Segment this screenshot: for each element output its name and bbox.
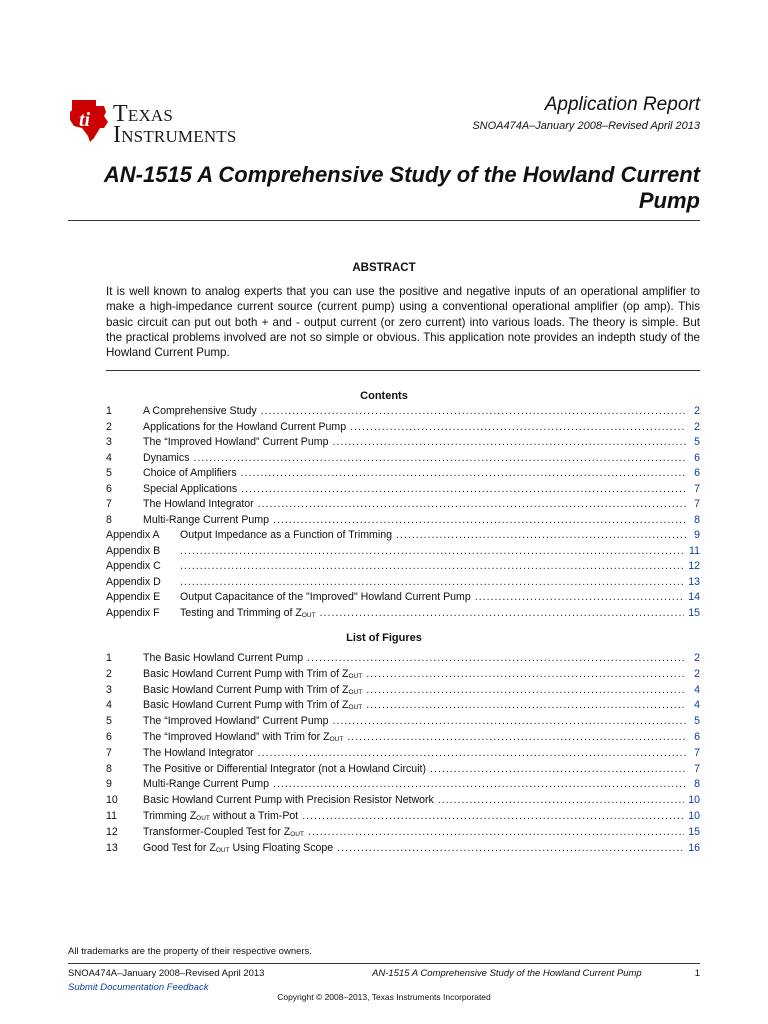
- toc-entry-number: 4: [106, 451, 112, 464]
- toc-entry-page-link[interactable]: 13: [688, 575, 700, 588]
- figure-entry-page-link[interactable]: 4: [694, 699, 700, 712]
- toc-entry-label: The Howland Integrator: [143, 498, 254, 510]
- subscript: OUT: [348, 704, 363, 712]
- figure-entry[interactable]: [106, 714, 700, 730]
- figure-entry-label: Good Test for $Z_{OUT}$ Using Floating Scope: [143, 841, 334, 854]
- dot-leader: [366, 698, 686, 714]
- figure-entry-label: Trimming $Z_{OUT}$ without a Trim-Pot: [143, 809, 299, 822]
- dot-leader: [258, 746, 686, 762]
- toc-entry[interactable]: [106, 451, 700, 467]
- submit-feedback-link[interactable]: Submit Documentation Feedback: [68, 982, 209, 993]
- footer-running-title: AN-1515 A Comprehensive Study of the Howland Current Pump: [372, 968, 642, 979]
- toc-entry-number: 1: [106, 405, 112, 417]
- toc-entry-number: Appendix F: [106, 606, 160, 619]
- toc-entry-page-link[interactable]: 9: [694, 529, 700, 541]
- figure-entry-page-link[interactable]: 5: [694, 715, 700, 728]
- figure-entry-label: Basic Howland Current Pump with Trim of $Z_{OUT}$: [143, 683, 363, 696]
- figure-entry-page-link[interactable]: 7: [694, 746, 700, 759]
- dot-leader: [302, 809, 684, 825]
- figure-entry-number: 13: [106, 841, 118, 854]
- dot-leader: [337, 841, 684, 857]
- figure-entry-label: Multi-Range Current Pump: [143, 778, 269, 791]
- figure-entry-label: The “Improved Howland” Current Pump: [143, 715, 329, 728]
- abstract-heading: ABSTRACT: [352, 262, 416, 274]
- dot-leader: [396, 528, 686, 544]
- toc-entry-label: Multi-Range Current Pump: [143, 513, 269, 526]
- dot-leader: [366, 683, 686, 699]
- figure-entry[interactable]: [106, 746, 700, 762]
- dot-leader: [180, 559, 684, 575]
- figure-entry-label: Basic Howland Current Pump with Precision Resistor Network: [143, 794, 434, 807]
- toc-entry-label: Applications for the Howland Current Pump: [143, 420, 347, 433]
- copyright: Copyright © 2008–2013, Texas Instruments Incorporated: [277, 992, 491, 1002]
- figure-entry-number: 10: [106, 794, 118, 807]
- toc-entry[interactable]: [106, 544, 700, 560]
- figure-entry[interactable]: [106, 809, 700, 825]
- figure-entry-number: 8: [106, 762, 112, 775]
- dot-leader: [261, 404, 686, 420]
- figure-entry-page-link[interactable]: 8: [694, 778, 700, 791]
- subscript: OUT: [348, 688, 363, 696]
- contents-heading: Contents: [360, 390, 408, 402]
- toc-entry-number: 8: [106, 513, 112, 526]
- report-type: Application Report: [544, 94, 700, 115]
- dot-leader: [350, 420, 686, 436]
- toc-entry-page-link[interactable]: 6: [694, 451, 700, 464]
- dot-leader: [366, 667, 686, 683]
- list-of-figures-heading: List of Figures: [346, 632, 422, 644]
- toc-entry-number: Appendix A: [106, 529, 160, 541]
- subscript: OUT: [215, 846, 230, 854]
- toc-entry-label: Output Capacitance of the "Improved" Howland Current Pump: [180, 591, 471, 603]
- dot-leader: [438, 793, 684, 809]
- toc-entry-page-link[interactable]: 2: [694, 420, 700, 433]
- toc-entry-page-link[interactable]: 7: [694, 482, 700, 495]
- list-of-figures: [106, 651, 700, 856]
- figure-entry-number: 6: [106, 730, 112, 743]
- toc-entry-label: Output Impedance as a Function of Trimming: [180, 529, 392, 541]
- figure-entry[interactable]: [106, 793, 700, 809]
- footer-doc-number: SNOA474A–January 2008–Revised April 2013: [68, 968, 265, 979]
- dot-leader: [180, 544, 685, 560]
- toc-entry[interactable]: [106, 513, 700, 529]
- figure-entry[interactable]: [106, 762, 700, 778]
- toc-entry[interactable]: [106, 590, 700, 606]
- dot-leader: [241, 466, 686, 482]
- figure-entry-page-link[interactable]: 10: [688, 809, 700, 822]
- dot-leader: [273, 513, 686, 529]
- toc-entry-page-link[interactable]: 11: [689, 544, 700, 557]
- figure-entry[interactable]: [106, 841, 700, 857]
- doc-number: SNOA474A–January 2008–Revised April 2013: [472, 120, 700, 132]
- toc-entry-number: 7: [106, 498, 112, 510]
- toc-entry-label: Choice of Amplifiers: [143, 467, 237, 479]
- toc-entry-page-link[interactable]: 5: [694, 436, 700, 448]
- dot-leader: [320, 606, 685, 622]
- figure-entry-page-link[interactable]: 16: [688, 841, 700, 854]
- toc-entry[interactable]: [106, 497, 700, 513]
- figure-entry[interactable]: [106, 651, 700, 667]
- subscript: OUT: [329, 735, 344, 743]
- toc-entry[interactable]: [106, 575, 700, 591]
- figure-entry-label: Transformer-Coupled Test for $Z_{OUT}$: [143, 825, 304, 838]
- figure-entry-page-link[interactable]: 10: [688, 794, 700, 807]
- figure-entry-page-link[interactable]: 4: [694, 683, 700, 696]
- figure-entry[interactable]: [106, 777, 700, 793]
- toc-entry-number: 2: [106, 420, 112, 433]
- toc-entry[interactable]: [106, 482, 700, 498]
- toc-entry-label: A Comprehensive Study: [143, 405, 257, 417]
- figure-entry-page-link[interactable]: 7: [694, 762, 700, 775]
- toc-entry-label: The “Improved Howland” Current Pump: [143, 436, 329, 448]
- ti-logo-wordmark: [113, 101, 237, 148]
- toc-entry[interactable]: [106, 420, 700, 436]
- subscript: OUT: [290, 830, 304, 838]
- figure-entry[interactable]: [106, 825, 700, 841]
- toc-entry-page-link[interactable]: 8: [694, 513, 700, 526]
- svg-text:ti: ti: [79, 109, 91, 131]
- figure-entry-label: Basic Howland Current Pump with Trim of $Z_{OUT}$: [143, 699, 363, 712]
- toc-entry-number: Appendix C: [106, 560, 161, 572]
- abstract-divider: [106, 370, 700, 371]
- toc-entry[interactable]: [106, 528, 700, 544]
- figure-entry[interactable]: [106, 698, 700, 714]
- title-divider: [68, 220, 700, 221]
- toc-entry-page-link[interactable]: 7: [694, 498, 700, 510]
- toc-entry-page-link[interactable]: 14: [688, 591, 700, 603]
- toc-entry-page-link[interactable]: 15: [688, 606, 700, 619]
- figure-entry-page-link[interactable]: 2: [694, 652, 700, 664]
- trademark-notice: All trademarks are the property of their respective owners.: [68, 946, 312, 957]
- abstract-body: It is well known to analog experts that you can use the positive and negative inputs of an operational amplifier to make a high-impedance current source (current pump) using a conventional operational amplifier (op amp). This basic circuit can put out both + and - output current (or zero current) into various loads. The theory is simple. But the practical problems involved are not so simple or obvious. This application note provides an indepth study of the Howland Current Pump.: [106, 285, 700, 360]
- dot-leader: [475, 590, 684, 606]
- figure-entry-number: 12: [106, 825, 118, 838]
- toc-entry-label: Special Applications: [143, 482, 238, 495]
- toc-entry-label: Testing and Trimming of $Z_{OUT}$: [180, 606, 316, 619]
- dot-leader: [194, 451, 686, 467]
- toc-entry-number: Appendix D: [106, 575, 161, 588]
- toc-entry[interactable]: [106, 435, 700, 451]
- toc-entry-number: 3: [106, 436, 112, 448]
- figure-entry[interactable]: [106, 667, 700, 683]
- figure-entry-label: The “Improved Howland” with Trim for $Z_{OUT}$: [143, 730, 344, 743]
- logo-line-2: Instruments: [113, 122, 237, 148]
- figure-entry-page-link[interactable]: 15: [688, 825, 700, 838]
- toc-entry[interactable]: [106, 404, 700, 420]
- subscript: OUT: [196, 814, 210, 822]
- footer-divider: [68, 963, 700, 964]
- figure-entry-page-link[interactable]: 6: [694, 730, 700, 743]
- figure-entry-label: The Howland Integrator: [143, 746, 254, 759]
- figure-entry-number: 11: [106, 809, 117, 822]
- toc-entry[interactable]: [106, 466, 700, 482]
- figure-entry-label: The Positive or Differential Integrator (not a Howland Circuit): [143, 762, 427, 775]
- dot-leader: [180, 575, 684, 591]
- figure-entry[interactable]: [106, 683, 700, 699]
- dot-leader: [430, 762, 686, 778]
- footer-page-number: 1: [694, 968, 700, 979]
- toc-entry[interactable]: [106, 606, 700, 622]
- ti-state-icon: [68, 98, 110, 144]
- figure-entry-number: 2: [106, 667, 112, 680]
- figure-entry-label: Basic Howland Current Pump with Trim of $Z_{OUT}$: [143, 667, 363, 680]
- toc-entry-page-link[interactable]: 2: [694, 405, 700, 417]
- figure-entry-number: 9: [106, 778, 112, 791]
- toc-entry-label: Dynamics: [143, 451, 190, 464]
- table-of-contents: [106, 404, 700, 621]
- dot-leader: [258, 497, 686, 513]
- figure-entry-number: 5: [106, 715, 112, 728]
- toc-entry-page-link[interactable]: 6: [694, 467, 700, 479]
- figure-entry-number: 1: [106, 652, 112, 664]
- dot-leader: [307, 651, 686, 667]
- document-title: AN-1515 A Comprehensive Study of the Howland Current Pump: [103, 162, 700, 213]
- ti-logo: [68, 98, 268, 148]
- toc-entry-number: 5: [106, 467, 112, 479]
- figure-entry[interactable]: [106, 730, 700, 746]
- toc-entry[interactable]: [106, 559, 700, 575]
- figure-entry-number: 4: [106, 699, 112, 712]
- figure-entry-number: 7: [106, 746, 112, 759]
- toc-entry-number: 6: [106, 482, 112, 495]
- dot-leader: [332, 435, 686, 451]
- dot-leader: [273, 777, 686, 793]
- dot-leader: [347, 730, 686, 746]
- dot-leader: [308, 825, 684, 841]
- subscript: OUT: [301, 611, 316, 619]
- figure-entry-number: 3: [106, 683, 112, 696]
- toc-entry-page-link[interactable]: 12: [688, 560, 700, 572]
- toc-entry-number: Appendix B: [106, 544, 161, 557]
- dot-leader: [241, 482, 686, 498]
- subscript: OUT: [348, 672, 363, 680]
- dot-leader: [332, 714, 686, 730]
- logo-line-1: Texas: [113, 101, 174, 127]
- toc-entry-number: Appendix E: [106, 591, 161, 603]
- figure-entry-label: The Basic Howland Current Pump: [143, 652, 304, 664]
- figure-entry-page-link[interactable]: 2: [694, 667, 700, 680]
